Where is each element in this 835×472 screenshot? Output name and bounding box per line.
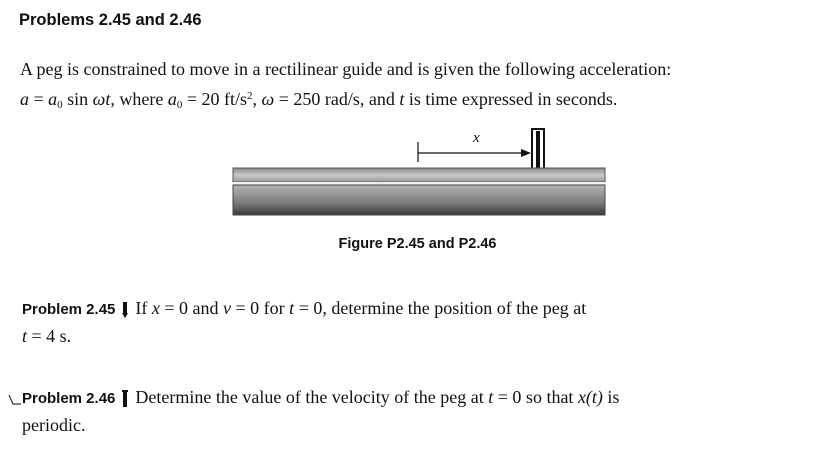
figure-caption: Figure P2.45 and P2.46 [338,236,497,252]
comma: , [252,89,258,109]
bookmark-icon [121,390,129,408]
a0-symbol: a [48,89,58,109]
task-text: Determine the value of the velocity of the peg at [135,387,484,407]
time-value: = 4 s. [31,326,72,346]
peg-guide-figure [225,124,610,224]
time-symbol: t [399,89,405,109]
intro-tail: is time expressed in seconds. [408,89,618,109]
t-symbol-2: t [22,326,28,346]
a0b-subscript: 0 [176,99,183,111]
omega-value: 250 rad/s, and [293,89,395,109]
a0-value: 20 ft/s [201,89,248,109]
periodic-text: periodic. [22,415,86,435]
a0-subscript: 0 [57,99,63,111]
problem-2-45-label: Problem 2.45 [22,301,116,318]
sin-function: sin [67,89,89,109]
t-zero-text: = 0 so that [497,387,574,407]
intro-line-1: A peg is constrained to move in a rectilinear guide and is given the following acceleration: [20,59,672,79]
bookmark-icon [121,301,129,319]
margin-mark-icon [8,392,22,406]
intro-paragraph [20,56,820,119]
task-text: = 0, determine the position of the peg at [298,298,587,318]
equals: = [33,89,44,109]
omega-t: ωt [92,89,111,109]
intro-line-2 [20,83,820,119]
problem-2-46 [22,384,822,439]
x-symbol: x [151,298,160,318]
equals-2: = [186,89,198,109]
x-label: x [473,130,480,146]
v-zero-text: = 0 for [235,298,285,318]
a0-unit-exponent: 2 [247,90,253,102]
where-text: , where [110,89,164,109]
peg-icon [532,129,544,169]
a0b-symbol: a [167,89,177,109]
problem-2-46-label: Problem 2.46 [22,390,116,407]
problem-2-45 [22,295,822,350]
if-text: If [135,298,148,318]
acc-symbol: a [20,89,29,109]
omega-symbol: ω [261,89,275,109]
section-title: Problems 2.45 and 2.46 [19,11,202,29]
guide-rail-icon [233,168,605,215]
t-symbol: t [488,387,494,407]
is-text: is [607,387,620,407]
v-symbol: v [223,298,232,318]
t-symbol: t [289,298,295,318]
equals-3: = [278,89,289,109]
x-zero-text: = 0 and [164,298,219,318]
x-of-t: x(t) [577,387,603,407]
